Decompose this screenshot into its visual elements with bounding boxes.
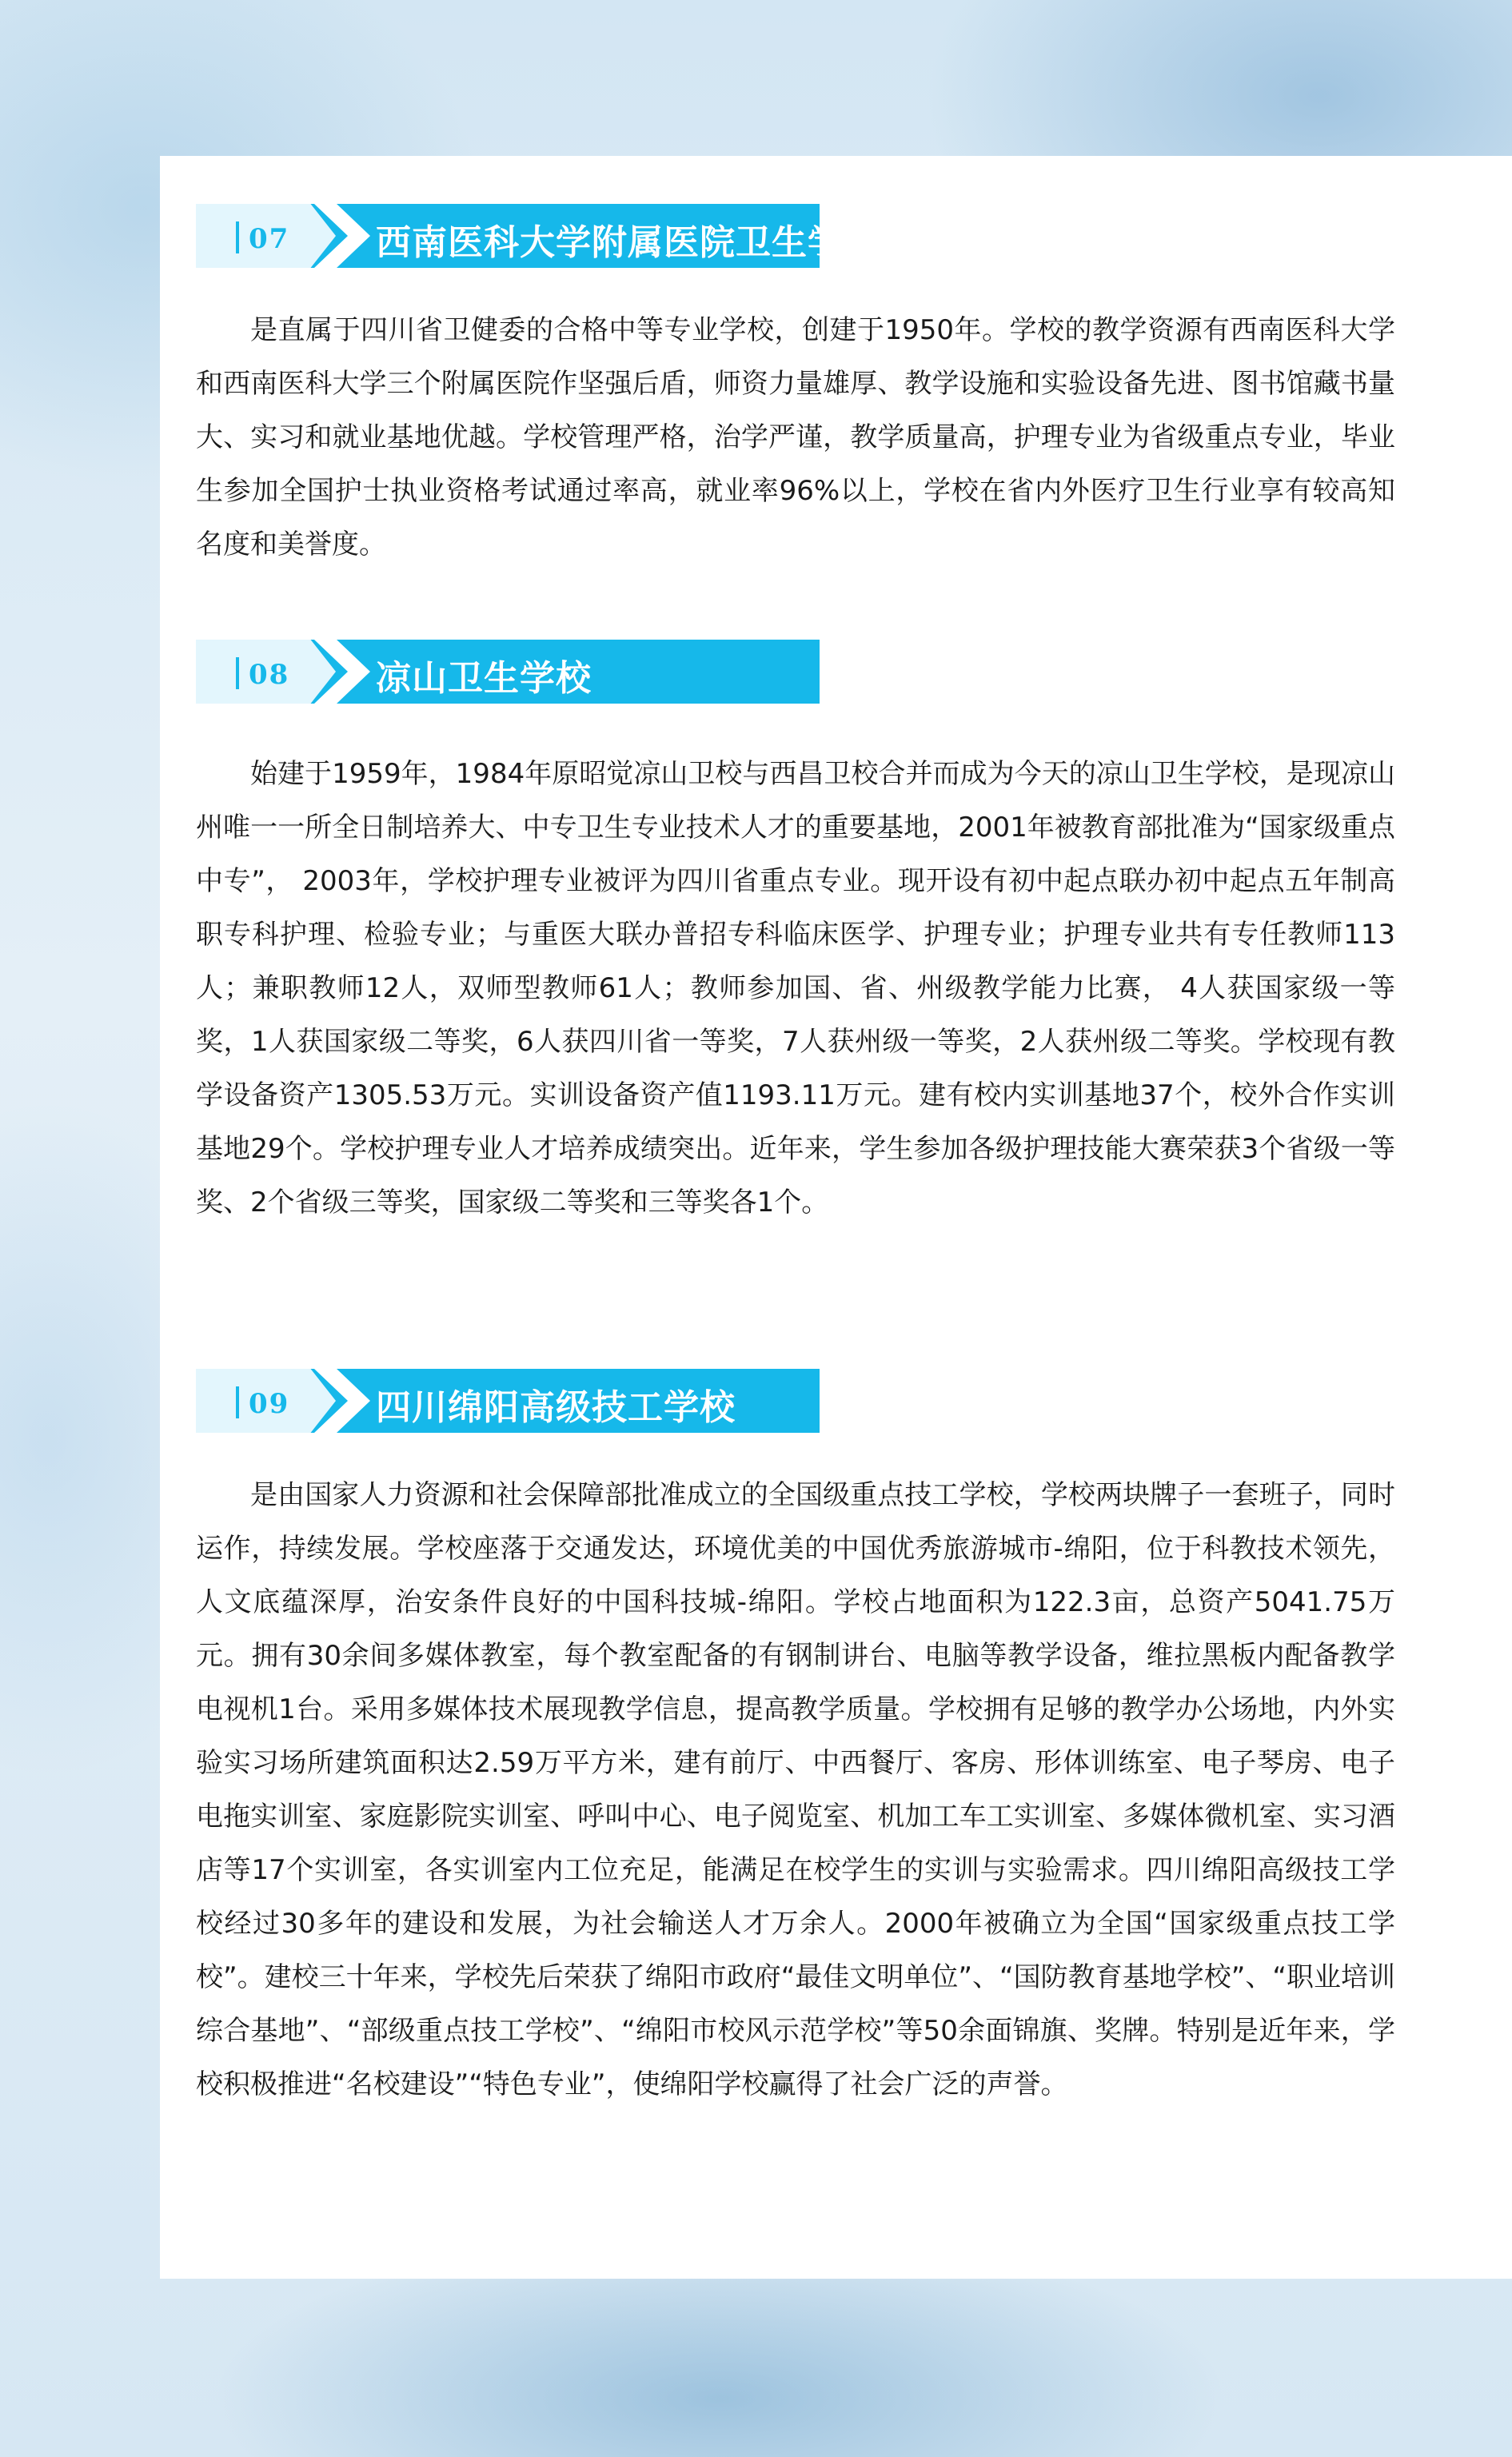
section-title: 西南医科大学附属医院卫生学校 bbox=[376, 222, 880, 263]
section-number: 07 bbox=[249, 223, 290, 255]
section-body: 是直属于四川省卫健委的合格中等专业学校，创建于1950年。学校的教学资源有西南医科大学和西南医科大学三个附属医院作坚强后盾，师资力量雄厚、教学设施和实验设备先进、图书馆藏书量大、实习和就业基地优越。学校管理严格，治学严谨，教学质量高，护理专业为省级重点专业，毕业生参加全国护士执业资格考试通过率高，就业率96%以上，学校在省内外医疗卫生行业享有较高知名度和美誉度。 bbox=[196, 314, 1395, 560]
number-tick bbox=[236, 1386, 239, 1418]
section-09 bbox=[196, 1369, 1395, 2112]
section-banner bbox=[196, 640, 820, 704]
number-tick bbox=[236, 657, 239, 689]
section-banner bbox=[196, 204, 880, 268]
section-number: 08 bbox=[249, 659, 290, 691]
section-body: 始建于1959年，1984年原昭觉凉山卫校与西昌卫校合并而成为今天的凉山卫生学校，是现凉山州唯一一所全日制培养大、中专卫生专业技术人才的重要基地，2001年被教育部批准为“国家级重点中专”， 2003年，学校护理专业被评为四川省重点专业。现开设有初中起点联办初中起点五年制高职专科护理、检验专业；与重医大联办普招专科临床医学、护理专业；护理专业共有专任教师113人；兼职教师12人，双师型教师61人；教师参加国、省、州级教学能力比赛， 4人获国家级一等奖，1人获国家级二等奖，6人获四川省一等奖，7人获州级一等奖，2人获州级二等奖。学校现有教学设备资产1305.53万元。实训设备资产值1193.11万元。建有校内实训基地37个，校外合作实训基地29个。学校护理专业人才培养成绩突出。近年来，学生参加各级护理技能大赛荣获3个省级一等奖、2个省级三等奖，国家级二等奖和三等奖各1个。 bbox=[196, 758, 1395, 1219]
section-title: 四川绵阳高级技工学校 bbox=[376, 1387, 736, 1428]
section-08 bbox=[196, 640, 1395, 1230]
section-body: 是由国家人力资源和社会保障部批准成立的全国级重点技工学校，学校两块牌子一套班子，同时运作，持续发展。学校座落于交通发达，环境优美的中国优秀旅游城市-绵阳，位于科教技术领先，人文底蕴深厚，治安条件良好的中国科技城-绵阳。学校占地面积为122.3亩，总资产5041.75万元。拥有30余间多媒体教室，每个教室配备的有钢制讲台、电脑等教学设备，维拉黑板内配备教学电视机1台。采用多媒体技术展现教学信息，提高教学质量。学校拥有足够的教学办公场地，内外实验实习场所建筑面积达2.59万平方米，建有前厅、中西餐厅、客房、形体训练室、电子琴房、电子电拖实训室、家庭影院实训室、呼叫中心、电子阅览室、机加工车工实训室、多媒体微机室、实习酒店等17个实训室，各实训室内工位充足，能满足在校学生的实训与实验需求。四川绵阳高级技工学校经过30多年的建设和发展，为社会输送人才万余人。2000年被确立为全国“国家级重点技工学校”。建校三十年来，学校先后荣获了绵阳市政府“最佳文明单位”、“国防教育基地学校”、“职业培训综合基地”、“部级重点技工学校”、“绵阳市校风示范学校”等50余面锦旗、奖牌。特别是近年来，学校积极推进“名校建设”“特色专业”，使绵阳学校赢得了社会广泛的声誉。 bbox=[196, 1479, 1395, 2100]
section-banner bbox=[196, 1369, 820, 1433]
section-07 bbox=[196, 204, 1395, 572]
section-title: 凉山卫生学校 bbox=[376, 658, 592, 699]
section-number: 09 bbox=[249, 1388, 290, 1420]
number-tick bbox=[236, 221, 239, 253]
